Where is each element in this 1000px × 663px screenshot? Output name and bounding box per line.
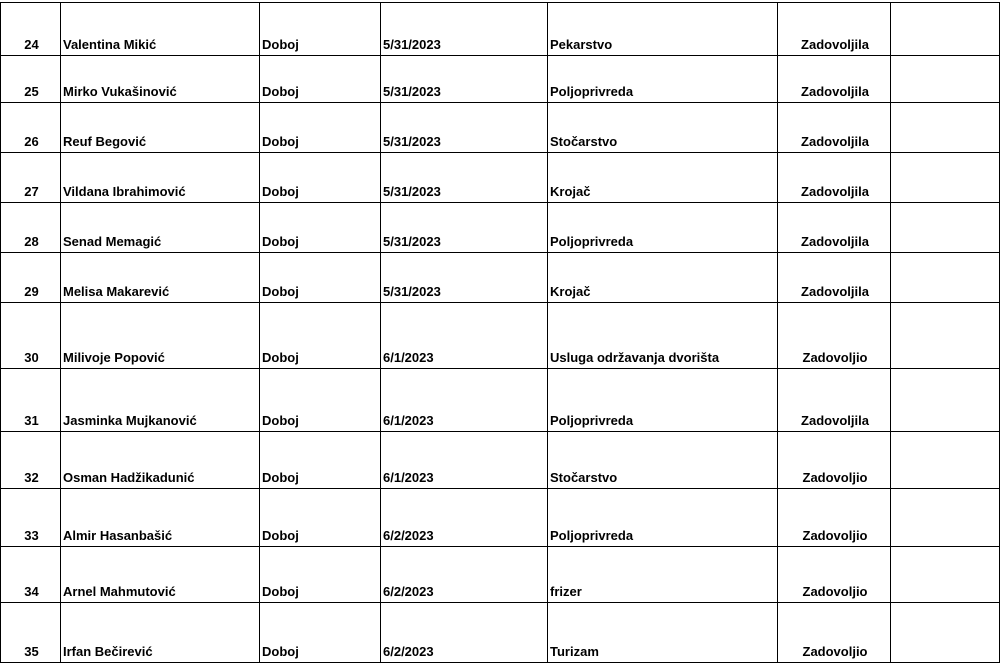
table-row bbox=[1, 203, 1000, 253]
activity-cell[interactable]: Stočarstvo bbox=[548, 432, 778, 489]
date-cell[interactable]: 5/31/2023 bbox=[381, 3, 548, 56]
status-cell[interactable]: Zadovoljila bbox=[778, 203, 891, 253]
city-cell[interactable]: Doboj bbox=[260, 56, 381, 103]
date-cell[interactable]: 5/31/2023 bbox=[381, 56, 548, 103]
row-number-cell[interactable]: 33 bbox=[1, 489, 61, 547]
row-number-cell[interactable]: 27 bbox=[1, 153, 61, 203]
city-cell[interactable]: Doboj bbox=[260, 603, 381, 663]
activity-cell[interactable]: Krojač bbox=[548, 153, 778, 203]
name-cell[interactable]: Vildana Ibrahimović bbox=[61, 153, 260, 203]
table-row bbox=[1, 303, 1000, 369]
table-row bbox=[1, 3, 1000, 56]
activity-cell[interactable]: Poljoprivreda bbox=[548, 203, 778, 253]
empty-cell[interactable] bbox=[891, 3, 1000, 56]
status-cell[interactable]: Zadovoljio bbox=[778, 603, 891, 663]
city-cell[interactable]: Doboj bbox=[260, 489, 381, 547]
empty-cell[interactable] bbox=[891, 203, 1000, 253]
status-cell[interactable]: Zadovoljio bbox=[778, 489, 891, 547]
empty-cell[interactable] bbox=[891, 56, 1000, 103]
name-cell[interactable]: Jasminka Mujkanović bbox=[61, 369, 260, 432]
activity-cell[interactable]: Usluga održavanja dvorišta bbox=[548, 303, 778, 369]
name-cell[interactable]: Milivoje Popović bbox=[61, 303, 260, 369]
city-cell[interactable]: Doboj bbox=[260, 432, 381, 489]
row-number-cell[interactable]: 31 bbox=[1, 369, 61, 432]
name-cell[interactable]: Reuf Begović bbox=[61, 103, 260, 153]
spreadsheet-table bbox=[0, 2, 1000, 663]
name-cell[interactable]: Osman Hadžikadunić bbox=[61, 432, 260, 489]
name-cell[interactable]: Valentina Mikić bbox=[61, 3, 260, 56]
row-number-cell[interactable]: 34 bbox=[1, 547, 61, 603]
row-number-cell[interactable]: 26 bbox=[1, 103, 61, 153]
city-cell[interactable]: Doboj bbox=[260, 153, 381, 203]
empty-cell[interactable] bbox=[891, 303, 1000, 369]
empty-cell[interactable] bbox=[891, 603, 1000, 663]
table-body bbox=[1, 3, 1000, 663]
row-number-cell[interactable]: 28 bbox=[1, 203, 61, 253]
date-cell[interactable]: 6/2/2023 bbox=[381, 489, 548, 547]
city-cell[interactable]: Doboj bbox=[260, 103, 381, 153]
name-cell[interactable]: Melisa Makarević bbox=[61, 253, 260, 303]
activity-cell[interactable]: Poljoprivreda bbox=[548, 56, 778, 103]
empty-cell[interactable] bbox=[891, 369, 1000, 432]
activity-cell[interactable]: Pekarstvo bbox=[548, 3, 778, 56]
status-cell[interactable]: Zadovoljila bbox=[778, 103, 891, 153]
city-cell[interactable]: Doboj bbox=[260, 303, 381, 369]
name-cell[interactable]: Arnel Mahmutović bbox=[61, 547, 260, 603]
row-number-cell[interactable]: 24 bbox=[1, 3, 61, 56]
city-cell[interactable]: Doboj bbox=[260, 253, 381, 303]
row-number-cell[interactable]: 25 bbox=[1, 56, 61, 103]
city-cell[interactable]: Doboj bbox=[260, 203, 381, 253]
status-cell[interactable]: Zadovoljila bbox=[778, 153, 891, 203]
table-row bbox=[1, 253, 1000, 303]
empty-cell[interactable] bbox=[891, 432, 1000, 489]
empty-cell[interactable] bbox=[891, 253, 1000, 303]
empty-cell[interactable] bbox=[891, 103, 1000, 153]
activity-cell[interactable]: frizer bbox=[548, 547, 778, 603]
activity-cell[interactable]: Poljoprivreda bbox=[548, 369, 778, 432]
table-row bbox=[1, 369, 1000, 432]
status-cell[interactable]: Zadovoljio bbox=[778, 547, 891, 603]
table-row bbox=[1, 489, 1000, 547]
row-number-cell[interactable]: 32 bbox=[1, 432, 61, 489]
date-cell[interactable]: 6/1/2023 bbox=[381, 432, 548, 489]
date-cell[interactable]: 6/1/2023 bbox=[381, 303, 548, 369]
status-cell[interactable]: Zadovoljila bbox=[778, 56, 891, 103]
date-cell[interactable]: 6/1/2023 bbox=[381, 369, 548, 432]
status-cell[interactable]: Zadovoljila bbox=[778, 369, 891, 432]
table-row bbox=[1, 547, 1000, 603]
name-cell[interactable]: Senad Memagić bbox=[61, 203, 260, 253]
row-number-cell[interactable]: 35 bbox=[1, 603, 61, 663]
empty-cell[interactable] bbox=[891, 547, 1000, 603]
table-row bbox=[1, 603, 1000, 663]
status-cell[interactable]: Zadovoljio bbox=[778, 432, 891, 489]
activity-cell[interactable]: Poljoprivreda bbox=[548, 489, 778, 547]
city-cell[interactable]: Doboj bbox=[260, 369, 381, 432]
row-number-cell[interactable]: 29 bbox=[1, 253, 61, 303]
activity-cell[interactable]: Krojač bbox=[548, 253, 778, 303]
date-cell[interactable]: 6/2/2023 bbox=[381, 547, 548, 603]
name-cell[interactable]: Almir Hasanbašić bbox=[61, 489, 260, 547]
date-cell[interactable]: 6/2/2023 bbox=[381, 603, 548, 663]
city-cell[interactable]: Doboj bbox=[260, 547, 381, 603]
name-cell[interactable]: Irfan Bečirević bbox=[61, 603, 260, 663]
city-cell[interactable]: Doboj bbox=[260, 3, 381, 56]
status-cell[interactable]: Zadovoljila bbox=[778, 3, 891, 56]
date-cell[interactable]: 5/31/2023 bbox=[381, 103, 548, 153]
name-cell[interactable]: Mirko Vukašinović bbox=[61, 56, 260, 103]
table-row bbox=[1, 432, 1000, 489]
date-cell[interactable]: 5/31/2023 bbox=[381, 253, 548, 303]
row-number-cell[interactable]: 30 bbox=[1, 303, 61, 369]
table-row bbox=[1, 56, 1000, 103]
date-cell[interactable]: 5/31/2023 bbox=[381, 153, 548, 203]
status-cell[interactable]: Zadovoljila bbox=[778, 253, 891, 303]
activity-cell[interactable]: Turizam bbox=[548, 603, 778, 663]
empty-cell[interactable] bbox=[891, 153, 1000, 203]
date-cell[interactable]: 5/31/2023 bbox=[381, 203, 548, 253]
empty-cell[interactable] bbox=[891, 489, 1000, 547]
table-row bbox=[1, 103, 1000, 153]
activity-cell[interactable]: Stočarstvo bbox=[548, 103, 778, 153]
status-cell[interactable]: Zadovoljio bbox=[778, 303, 891, 369]
table-row bbox=[1, 153, 1000, 203]
